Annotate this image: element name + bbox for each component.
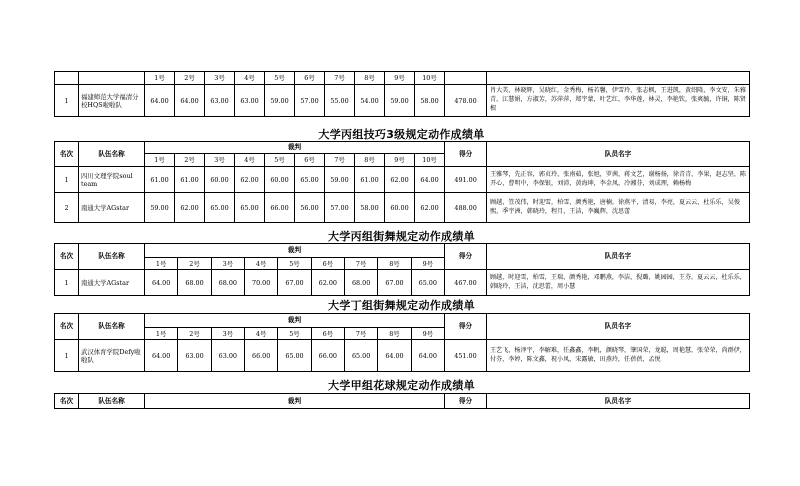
score-header: 得分 [445, 142, 487, 167]
score-table [54, 393, 750, 409]
judge-score-cell: 68.00 [344, 270, 377, 296]
members-header: 队员名字 [487, 142, 750, 167]
judge-score-cell: 62.00 [235, 167, 265, 193]
judge-score-cell: 65.00 [235, 193, 265, 223]
rank-cell: 2 [55, 193, 79, 223]
judge-score-cell: 57.00 [325, 193, 355, 223]
judge-score-cell: 60.00 [265, 167, 295, 193]
rank-header: 名次 [55, 314, 79, 340]
judge-score-cell: 60.00 [205, 167, 235, 193]
judge-number: 10号 [415, 72, 445, 85]
judge-score-cell: 59.00 [385, 85, 415, 117]
judge-score-cell: 65.00 [205, 193, 235, 223]
judge-score-cell: 62.00 [385, 167, 415, 193]
judge-score-cell: 64.00 [145, 85, 175, 117]
rank-header: 名次 [55, 394, 79, 409]
team-name-cell: 武汉体育学院Defy啦啦队 [79, 340, 145, 372]
score-table [54, 71, 750, 117]
judge-score-cell: 56.00 [295, 193, 325, 223]
judge-score-cell: 59.00 [325, 167, 355, 193]
judge-number: 8号 [378, 328, 411, 340]
judge-number: 7号 [325, 72, 355, 85]
judge-score-cell: 67.00 [278, 270, 311, 296]
judge-score-cell: 62.00 [175, 193, 205, 223]
judge-score-cell: 65.00 [411, 270, 444, 296]
judge-number: 6号 [295, 72, 325, 85]
judge-score-cell: 64.00 [411, 340, 444, 372]
team-header: 队伍名称 [79, 394, 145, 409]
judges-header: 裁判 [145, 394, 445, 409]
score-header: 得分 [445, 394, 487, 409]
table-row [55, 270, 750, 296]
judge-score-cell: 68.00 [211, 270, 244, 296]
rank-cell: 1 [55, 167, 79, 193]
members-cell: 顾越，笪茂伟，时迎雪，柏雪，颜秀艳，唐楠，徐燕平，清易，李亮，夏云云，杜乐乐，吴俊熙，季宇洲，韩晓玲，程月，王洁，李巍辉，沈思蕾 [487, 193, 750, 223]
judge-number: 8号 [355, 72, 385, 85]
judges-header: 裁判 [145, 244, 445, 258]
rank-header [55, 72, 79, 85]
score-table [54, 243, 750, 296]
judge-score-cell: 65.00 [344, 340, 377, 372]
members-cell: 顾越，时迎雪，柏雪，王瑞，颜秀艳，邓鹏燕，李洁，倪璐，姚园园，王芬，夏云云，杜乐乐，韩晓玲，王洁，沈思蕾，周小慧 [486, 270, 749, 296]
judge-number: 7号 [344, 258, 377, 270]
judge-number: 9号 [385, 154, 415, 167]
team-name-cell: 南通大学AGstar [79, 270, 145, 296]
judge-number: 8号 [355, 154, 385, 167]
members-cell: 肖大美，林晓辉，吴晓红，金秀梅，杨若馨，伊雪玲，张志枫，王进凯，黄绍隆，李文安，朱雅青，江慧娟，方淑芳，苏萍萍，郑宇蒙，叶艺红，李华莲，林灵，李艳钦，张爽毓，许铜，陈贤根 [487, 85, 750, 117]
judge-number: 4号 [244, 328, 277, 340]
judge-number: 4号 [244, 258, 277, 270]
judges-header: 裁判 [145, 314, 445, 328]
judge-score-cell: 54.00 [355, 85, 385, 117]
judge-score-cell: 63.00 [178, 340, 211, 372]
judge-score-cell: 62.00 [415, 193, 445, 223]
judge-score-cell: 55.00 [325, 85, 355, 117]
team-header: 队伍名称 [79, 244, 145, 270]
judge-number: 3号 [205, 154, 235, 167]
members-header: 队员名字 [486, 314, 749, 340]
judge-number: 5号 [265, 72, 295, 85]
judge-score-cell: 64.00 [145, 270, 178, 296]
judge-score-cell: 70.00 [244, 270, 277, 296]
judge-number: 1号 [145, 72, 175, 85]
judge-score-cell: 58.00 [415, 85, 445, 117]
judge-number: 2号 [175, 154, 205, 167]
judge-score-cell: 59.00 [265, 85, 295, 117]
judge-score-cell: 64.00 [378, 340, 411, 372]
score-table [54, 141, 750, 223]
section-title: 大学丙组技巧3级规定动作成绩单 [318, 128, 485, 141]
members-cell: 王雅琴，先正容，郭贞玲，张南茹，张旭，罗茜，蒋文艺，谢杨扬，徐青青，李果，赵志坚，陈开心，曹明中，李保银，刘沛，黄海坤，李金凤，冷湘芬，刘成理，赖杨梅 [487, 167, 750, 193]
judge-number: 9号 [411, 258, 444, 270]
judge-number: 5号 [278, 328, 311, 340]
judge-number: 3号 [205, 72, 235, 85]
judge-score-cell: 64.00 [415, 167, 445, 193]
judge-score-cell: 63.00 [211, 340, 244, 372]
score-header: 得分 [444, 314, 486, 340]
judge-number: 1号 [145, 154, 175, 167]
judge-number: 3号 [211, 258, 244, 270]
judge-number: 8号 [378, 258, 411, 270]
score-header [445, 72, 487, 85]
total-score-cell: 467.00 [444, 270, 486, 296]
judge-number: 5号 [265, 154, 295, 167]
team-header [79, 72, 145, 85]
team-name-cell: 四川文理学院soul team [79, 167, 145, 193]
judge-number: 4号 [235, 154, 265, 167]
judge-score-cell: 59.00 [145, 193, 175, 223]
members-cell: 王艺飞，杨泽宇，李解难，任鑫鑫，李帆，颜晓琴，肇国荣，龙聪，周艳慧，张荣荣，尚群伊，付芬，李婷，陈文鑫，祝小凤，宋露敏，田燕玲，任蓓蓓，孟悦 [486, 340, 749, 372]
score-table [54, 313, 750, 372]
judge-number: 6号 [295, 154, 325, 167]
judge-score-cell: 63.00 [205, 85, 235, 117]
judge-number: 2号 [175, 72, 205, 85]
header-row [55, 142, 750, 154]
judge-number: 6号 [311, 328, 344, 340]
judge-score-cell: 65.00 [295, 167, 325, 193]
section-title: 大学丁组街舞规定动作成绩单 [328, 299, 475, 312]
judge-number-row [55, 72, 750, 85]
judges-header: 裁判 [145, 142, 445, 154]
rank-header: 名次 [55, 244, 79, 270]
members-header: 队员名字 [486, 244, 749, 270]
rank-header: 名次 [55, 142, 79, 167]
judge-number: 3号 [211, 328, 244, 340]
judge-number: 7号 [344, 328, 377, 340]
judge-score-cell: 63.00 [235, 85, 265, 117]
judge-number: 1号 [145, 258, 178, 270]
total-score-cell: 491.00 [445, 167, 487, 193]
team-header: 队伍名称 [79, 314, 145, 340]
judge-score-cell: 64.00 [175, 85, 205, 117]
section-title: 大学甲组花球规定动作成绩单 [328, 379, 475, 392]
judge-number: 10号 [415, 154, 445, 167]
judge-score-cell: 66.00 [265, 193, 295, 223]
header-row [55, 244, 750, 258]
table-row [55, 85, 750, 117]
table-row [55, 193, 750, 223]
header-row [55, 314, 750, 328]
judge-score-cell: 62.00 [311, 270, 344, 296]
judge-score-cell: 68.00 [178, 270, 211, 296]
judge-score-cell: 60.00 [385, 193, 415, 223]
total-score-cell: 478.00 [445, 85, 487, 117]
section-title: 大学丙组街舞规定动作成绩单 [328, 230, 475, 243]
table-row [55, 167, 750, 193]
judge-number: 2号 [178, 258, 211, 270]
total-score-cell: 488.00 [445, 193, 487, 223]
judge-number: 7号 [325, 154, 355, 167]
judge-number: 1号 [145, 328, 178, 340]
judge-number: 6号 [311, 258, 344, 270]
judge-score-cell: 58.00 [355, 193, 385, 223]
team-header: 队伍名称 [79, 142, 145, 167]
header-row [55, 394, 750, 409]
rank-cell: 1 [55, 340, 79, 372]
table-row [55, 340, 750, 372]
judge-number: 9号 [411, 328, 444, 340]
rank-cell: 1 [55, 270, 79, 296]
judge-score-cell: 64.00 [145, 340, 178, 372]
judge-score-cell: 61.00 [355, 167, 385, 193]
judge-score-cell: 61.00 [145, 167, 175, 193]
members-header: 队员名字 [487, 394, 750, 409]
members-header [487, 72, 750, 85]
judge-score-cell: 61.00 [175, 167, 205, 193]
judge-score-cell: 66.00 [244, 340, 277, 372]
judge-score-cell: 57.00 [295, 85, 325, 117]
judge-score-cell: 66.00 [311, 340, 344, 372]
judge-number: 4号 [235, 72, 265, 85]
judge-number: 2号 [178, 328, 211, 340]
team-name-cell: 福建师范大学福清分校HQS啦啦队 [79, 85, 145, 117]
total-score-cell: 451.00 [444, 340, 486, 372]
score-header: 得分 [444, 244, 486, 270]
judge-number: 5号 [278, 258, 311, 270]
judge-score-cell: 67.00 [378, 270, 411, 296]
rank-cell: 1 [55, 85, 79, 117]
judge-score-cell: 65.00 [278, 340, 311, 372]
judge-number: 9号 [385, 72, 415, 85]
team-name-cell: 南通大学AGstar [79, 193, 145, 223]
